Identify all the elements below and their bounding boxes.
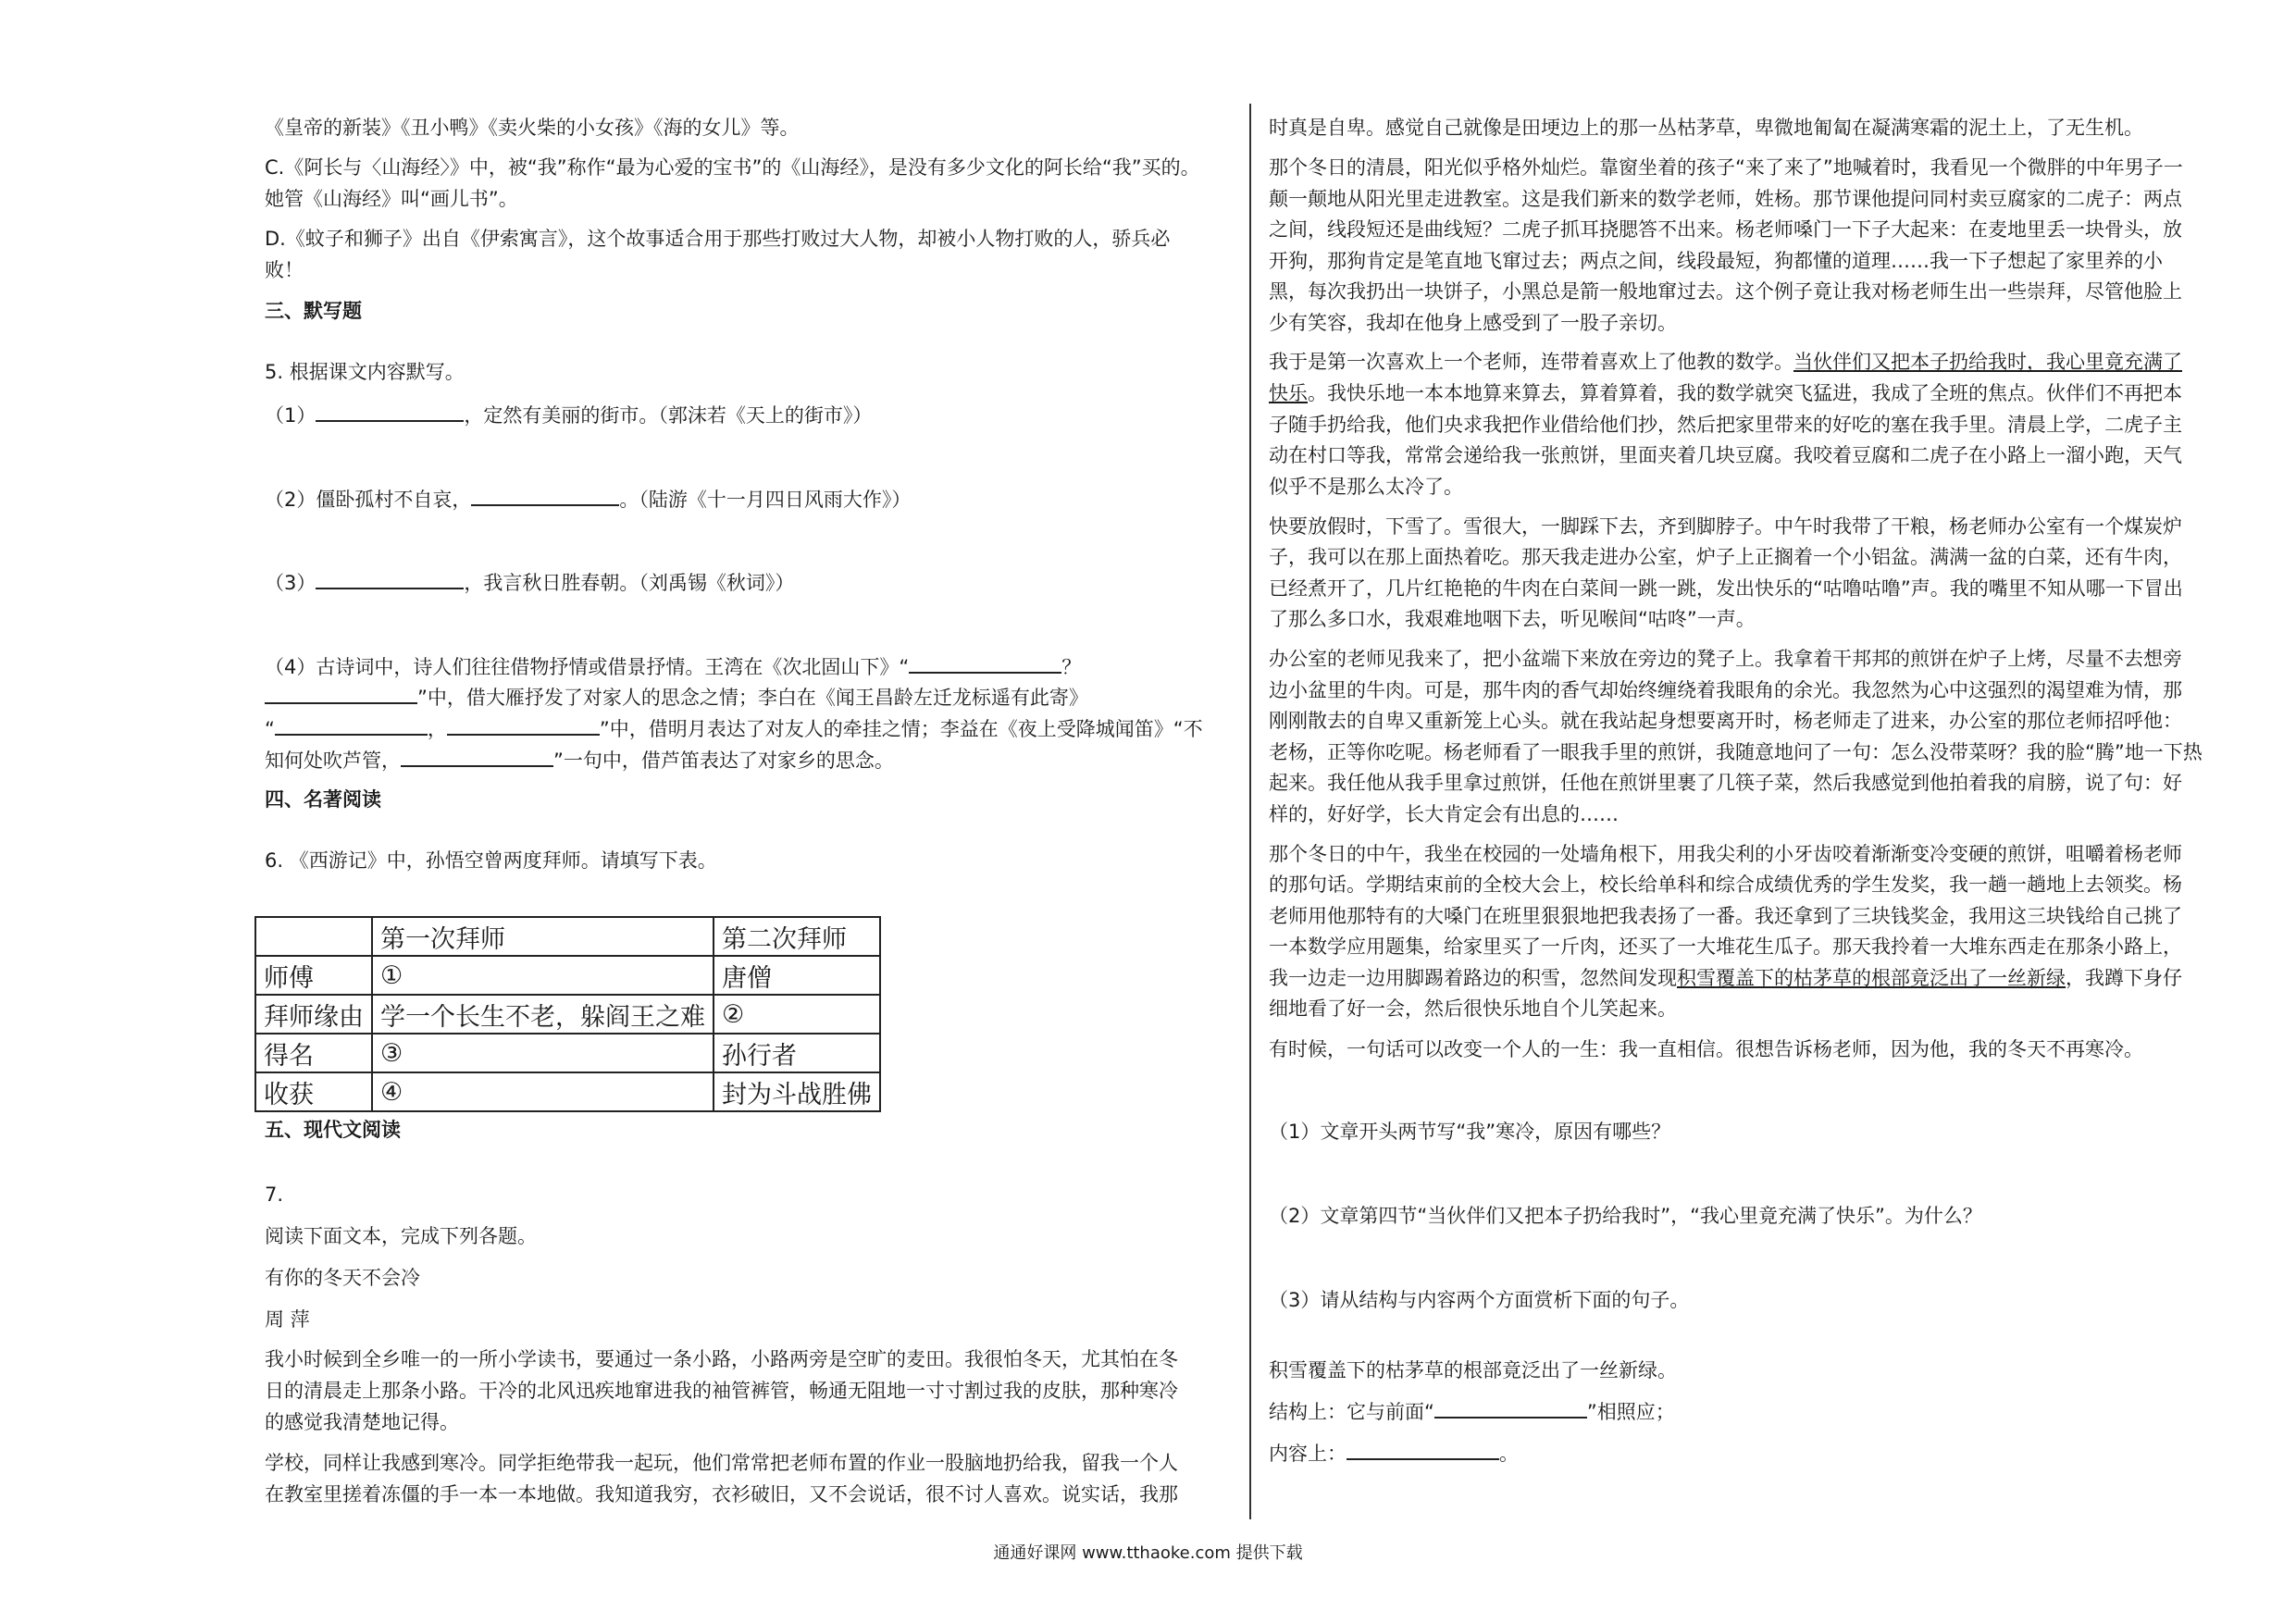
question-5-4-line2: ”中，借大雁抒发了对家人的思念之情；李白在《闻王昌龄左迁龙标遥有此寄》	[265, 684, 1232, 711]
sub-question-3: （3）请从结构与内容两个方面赏析下面的句子。	[1269, 1289, 1690, 1311]
paragraph-line: 的那句话。学期结束前的全校大会上，校长给单科和综合成绩优秀的学生发奖，我一趟一趟地上去领奖。杨	[1269, 873, 2182, 896]
paragraph-line: 少有笑容，我却在他身上感受到了一股子亲切。	[1269, 312, 1677, 334]
question-5-2: （2）僵卧孤村不自哀， 。（陆游《十一月四日风雨大作》）	[265, 486, 1232, 513]
paragraph-line: 细地看了好一会，然后很快乐地自个儿笑起来。	[1269, 997, 1677, 1020]
table-row-label: 得名	[255, 1034, 372, 1072]
sub-question-1: （1）文章开头两节写“我”寒冷，原因有哪些？	[1269, 1121, 1671, 1143]
structure-answer-line: 结构上：它与前面“ ”相照应；	[1269, 1398, 2236, 1425]
article-title: 有你的冬天不会冷	[265, 1267, 420, 1289]
paragraph-line: 刚刚散去的自卑又重新笼上心头。就在我站起身想要离开时，杨老师走了进来，办公室的那位老师招呼他：	[1269, 710, 2182, 732]
paragraph-line: 时真是自卑。感觉自己就像是田埂边上的那一丛枯茅草，卑微地匍匐在凝满寒霜的泥土上，了无生机。	[1269, 117, 2143, 139]
paragraph-line: 样的，好好学，长大肯定会有出息的……	[1269, 803, 1619, 825]
table-row	[255, 956, 880, 995]
table-cell: ④	[372, 1072, 714, 1111]
table-header: 第二次拜师	[714, 917, 880, 956]
underlined-sentence: 快乐	[1269, 382, 1308, 404]
table-row-label: 收获	[255, 1072, 372, 1111]
paragraph-line: 快要放假时，下雪了。雪很大，一脚踩下去，齐到脚脖子。中午时我带了干粮，杨老师办公室有一个煤炭炉	[1269, 515, 2182, 538]
answer-blank[interactable]	[316, 402, 464, 422]
content-answer-line: 内容上： 。	[1269, 1440, 2236, 1467]
paragraph-line: 动在村口等我，常常会递给我一张煎饼，里面夹着几块豆腐。我咬着豆腐和二虎子在小路上一溜小跑，天气	[1269, 444, 2182, 466]
table-row	[255, 1034, 880, 1072]
column-divider	[1249, 104, 1251, 1519]
paragraph-line: 那个冬日的清晨，阳光似乎格外灿烂。靠窗坐着的孩子“来了来了”地喊着时，我看见一个微胖的中年男子一	[1269, 156, 2183, 179]
paragraph-line: 老师用他那特有的大嗓门在班里狠狠地把我表扬了一番。我还拿到了三块钱奖金，我用这三块钱给自己挑了	[1269, 905, 2182, 927]
table-cell: ③	[372, 1034, 714, 1072]
paragraph-1-line2: 日的清晨走上那条小路。干冷的北风迅疾地窜进我的袖管裤管，畅通无阻地一寸寸割过我的皮肤，那种寒冷	[265, 1380, 1178, 1402]
table-cell	[255, 917, 372, 956]
option-d-line2: 败！	[265, 259, 304, 281]
paragraph-line: 快乐。我快乐地一本本地算来算去，算着算着，我的数学就突飞猛进，我成了全班的焦点。伙伴们不再把本	[1269, 382, 2182, 404]
article-author: 周 萍	[265, 1308, 310, 1331]
paragraph-line: 边小盆里的牛肉。可是，那牛肉的香气却始终缠绕着我眼角的余光。我忽然为心中这强烈的渴望难为情，那	[1269, 679, 2182, 701]
question-5: 5. 根据课文内容默写。	[265, 361, 465, 383]
question-6: 6. 《西游记》中，孙悟空曾两度拜师。请填写下表。	[265, 849, 717, 872]
question-5-4-line4: 知何处吹芦管， ”一句中，借芦笛表达了对家乡的思念。	[265, 747, 1232, 774]
question-5-4-line3: “ ， ”中，借明月表达了对友人的牵挂之情；李益在《夜上受降城闻笛》“不	[265, 715, 1232, 742]
option-c-line1: C.《阿长与〈山海经〉》中，被“我”称作“最为心爱的宝书”的《山海经》，是没有多少文化的阿长给“我”买的。	[265, 156, 1200, 179]
answer-blank[interactable]	[401, 747, 553, 767]
question-7: 7.	[265, 1183, 284, 1206]
option-d-line1: D.《蚊子和狮子》出自《伊索寓言》，这个故事适合用于那些打败过大人物，却被小人物打败的人，骄兵必	[265, 228, 1171, 250]
baishi-table	[254, 916, 881, 1112]
answer-blank[interactable]	[1347, 1440, 1499, 1460]
paragraph-line: 子随手扔给我，他们央求我把作业借给他们抄，然后把家里带来的好吃的塞在我手里。清晨上学，二虎子主	[1269, 414, 2182, 436]
answer-blank[interactable]	[471, 486, 619, 506]
table-row-label: 拜师缘由	[255, 995, 372, 1034]
paragraph-line: 开狗，那狗肯定是笔直地飞窜过去；两点之间，线段最短，狗都懂的道理……我一下子想起了家里养的小	[1269, 250, 2163, 272]
section-3-heading: 三、默写题	[265, 300, 362, 322]
answer-blank[interactable]	[1434, 1398, 1587, 1419]
answer-blank[interactable]	[447, 715, 600, 736]
paragraph-line: 办公室的老师见我来了，把小盆端下来放在旁边的凳子上。我拿着干邦邦的煎饼在炉子上烤，尽量不去想旁	[1269, 648, 2182, 670]
sub-question-2: （2）文章第四节“当伙伴们又把本子扔给我时”，“我心里竟充满了快乐”。为什么？	[1269, 1205, 1982, 1227]
option-c-line2: 她管《山海经》叫“画儿书”。	[265, 188, 518, 210]
table-cell: ①	[372, 956, 714, 995]
paragraph-line: 有时候，一句话可以改变一个人的一生：我一直相信。很想告诉杨老师，因为他，我的冬天不再寒冷。	[1269, 1038, 2143, 1060]
underlined-sentence: 当伙伴们又把本子扔给我时，我心里竟充满了	[1793, 351, 2182, 373]
answer-blank[interactable]	[909, 653, 1061, 674]
paragraph-2-line2: 在教室里搓着冻僵的手一本一本地做。我知道我穷，衣衫破旧，又不会说话，很不讨人喜欢。说实话，我那	[265, 1483, 1178, 1505]
table-cell: ②	[714, 995, 880, 1034]
paragraph-line: 子，我可以在那上面热着吃。那天我走进办公室，炉子上正搁着一个小铝盆。满满一盆的白菜，还有牛肉，	[1269, 546, 2182, 568]
table-cell: 学一个长生不老，躲阎王之难	[372, 995, 714, 1034]
paragraph-line: 那个冬日的中午，我坐在校园的一处墙角根下，用我尖利的小牙齿咬着渐渐变冷变硬的煎饼，咀嚼着杨老师	[1269, 843, 2182, 865]
table-header-row	[255, 917, 880, 956]
underlined-sentence: 积雪覆盖下的枯茅草的根部竟泛出了一丝新绿	[1677, 967, 2066, 989]
paragraph-line: 我一边走一边用脚踢着路边的积雪，忽然间发现积雪覆盖下的枯茅草的根部竟泛出了一丝新绿，我蹲下身仔	[1269, 967, 2182, 989]
question-5-1: （1） ，定然有美丽的街市。（郭沫若《天上的街市》）	[265, 402, 1232, 428]
reading-intro: 阅读下面文本，完成下列各题。	[265, 1225, 537, 1247]
paragraph-1-line1: 我小时候到全乡唯一的一所小学读书，要通过一条小路，小路两旁是空旷的麦田。我很怕冬天，尤其怕在冬	[265, 1348, 1178, 1370]
quoted-sentence: 积雪覆盖下的枯茅草的根部竟泛出了一丝新绿。	[1269, 1359, 1677, 1381]
question-5-4-line1: （4）古诗词中，诗人们往往借物抒情或借景抒情。王湾在《次北固山下》“ ？	[265, 653, 1232, 680]
paragraph-2-line1: 学校，同样让我感到寒冷。同学拒绝带我一起玩，他们常常把老师布置的作业一股脑地扔给我，留我一个人	[265, 1452, 1178, 1474]
paragraph-line: 已经煮开了，几片红艳艳的牛肉在白菜间一跳一跳，发出快乐的“咕噜咕噜”声。我的嘴里不知从哪一下冒出	[1269, 577, 2183, 600]
paragraph-line: 颠一颠地从阳光里走进教室。这是我们新来的数学老师，姓杨。那节课他提问同村卖豆腐家的二虎子：两点	[1269, 188, 2182, 210]
table-row	[255, 995, 880, 1034]
paragraph-line: 老杨，正等你吃呢。杨老师看了一眼我手里的煎饼，我随意地问了一句：怎么没带菜呀？我的脸“腾”地一下热	[1269, 741, 2203, 763]
question-5-3: （3） ，我言秋日胜春朝。（刘禹锡《秋词》）	[265, 569, 1232, 596]
footer-credit: 通通好课网 www.tthaoke.com 提供下载	[993, 1543, 1303, 1563]
paragraph-line: 我于是第一次喜欢上一个老师，连带着喜欢上了他教的数学。当伙伴们又把本子扔给我时，我心里竟充满了	[1269, 351, 2182, 373]
table-cell: 孙行者	[714, 1034, 880, 1072]
table-cell: 唐僧	[714, 956, 880, 995]
section-4-heading: 四、名著阅读	[265, 788, 381, 811]
answer-blank[interactable]	[316, 569, 464, 589]
paragraph-line: 一本数学应用题集，给家里买了一斤肉，还买了一大堆花生瓜子。那天我拎着一大堆东西走在那条小路上，	[1269, 935, 2182, 958]
paragraph-line: 之间，线段短还是曲线短？二虎子抓耳挠腮答不出来。杨老师嗓门一下子大起来：在麦地里丢一块骨头，放	[1269, 218, 2182, 241]
paragraph-1-line3: 的感觉我清楚地记得。	[265, 1411, 459, 1433]
answer-blank[interactable]	[275, 715, 428, 736]
table-header: 第一次拜师	[372, 917, 714, 956]
paragraph-line: 起来。我任他从我手里拿过煎饼，任他在煎饼里裹了几筷子菜，然后我感觉到他拍着我的肩膀，说了句：好	[1269, 772, 2182, 794]
table-cell: 封为斗战胜佛	[714, 1072, 880, 1111]
answer-blank[interactable]	[265, 684, 417, 704]
paragraph-line: 了那么多口水，我艰难地咽下去，听见喉间“咕咚”一声。	[1269, 608, 1756, 630]
paragraph-line: 黑，每次我扔出一块饼子，小黑总是箭一般地窜过去。这个例子竟让我对杨老师生出一些崇拜，尽管他脸上	[1269, 280, 2182, 303]
paragraph-line: 似乎不是那么太冷了。	[1269, 476, 1463, 498]
section-5-heading: 五、现代文阅读	[265, 1119, 401, 1141]
option-b-continued: 《皇帝的新装》《丑小鸭》《卖火柴的小女孩》《海的女儿》等。	[265, 117, 800, 139]
table-row	[255, 1072, 880, 1111]
table-row-label: 师傅	[255, 956, 372, 995]
